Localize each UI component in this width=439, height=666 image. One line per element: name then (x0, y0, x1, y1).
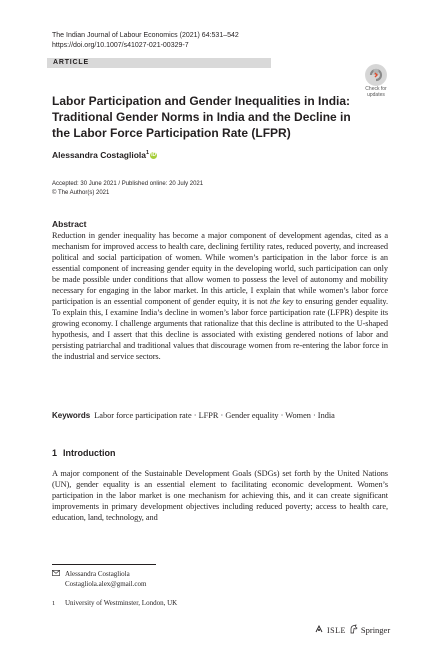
springer-horse-icon (349, 624, 358, 636)
abstract-emphasis: the key (269, 297, 294, 306)
article-title: Labor Participation and Gender Inequalities in India: Traditional Gender Norms in India and the Decline in the Labor Force Participation Rate (LFPR) (52, 94, 351, 140)
section-number: 1 (52, 448, 58, 458)
check-for-updates-icon (365, 64, 387, 86)
isle-label: ISLE (327, 625, 346, 635)
article-type-bar (47, 58, 271, 68)
author-line (52, 150, 157, 160)
copyright-line: © The Author(s) 2021 (52, 190, 110, 196)
journal-citation: The Indian Journal of Labour Economics (2021) 64:531–542 (52, 32, 239, 39)
section-heading (52, 448, 116, 458)
abstract-heading: Abstract (52, 219, 87, 229)
keywords-line (52, 410, 392, 421)
springer-label: Springer (360, 625, 391, 635)
journal-header (52, 31, 239, 51)
isle-logo-icon (314, 624, 324, 636)
affiliation-mark: 1 (52, 600, 56, 607)
check-for-updates-line2: updates (367, 92, 385, 98)
keywords-list: Labor force participation rate · LFPR · Gender equality · Women · India (94, 411, 335, 420)
publication-dates (52, 180, 203, 198)
contact-email[interactable]: Costagliola.alex@gmail.com (65, 579, 147, 588)
check-for-updates-line1: Check for (365, 86, 387, 92)
publisher-logos (314, 624, 390, 636)
accepted-published-dates: Accepted: 30 June 2021 / Published online: 20 July 2021 (52, 181, 204, 187)
affiliation-footnote (52, 599, 177, 609)
check-for-updates-badge[interactable] (362, 64, 390, 98)
contact-footnote (52, 570, 177, 589)
author-name[interactable]: Alessandra Costagliola (52, 150, 147, 160)
abstract-text (52, 230, 388, 362)
author-affiliation-mark: 1 (146, 150, 150, 157)
abstract-text-part1: Reduction in gender inequality has become a major component of development agendas, cited as a mechanism for improved access to health care, declining fertility rates, reduced poverty, and increased political and social participation of women. While women’s participation in the labor force is an essential component of increasing gender equity in the developing world, such participation can only be made possible under conditions that allow women to possess the level of autonomy and mobility necessary for engaging in the labor market. In this article, I explain that while women’s labor force participation is an essential component of gender equity, it is not (52, 231, 388, 306)
abstract-text-part2: to ensuring gender equality. To explain this, I examine India’s decline in women’s labor force participation rate (LFPR) despite its growing economy. I challenge arguments that rationalize that this decline is attributed to the U-shaped hypothesis, and I assert that this decline is associated with existing gendered notions of labor and persisting patriarchal and traditional values that discourage women from re-entering the labor force in the industrial and service sectors. (52, 297, 388, 361)
orcid-icon[interactable]: iD (151, 152, 157, 159)
footnotes (52, 570, 177, 609)
doi-link[interactable]: https://doi.org/10.1007/s41027-021-00329-7 (52, 42, 189, 49)
introduction-text: A major component of the Sustainable Development Goals (SDGs) set forth by the United Nations (UN), gender equality is an essential element to facilitating economic development. Women’s participation in the labor market is one mechanism for achieving this, and it can create significant improvements in primary development objectives including reduced poverty; access to health care, education, land, technology, and (52, 469, 388, 522)
article-type-label: ARTICLE (53, 59, 89, 66)
affiliation-text: University of Westminster, London, UK (65, 599, 178, 607)
section-title: Introduction (63, 448, 116, 458)
footnote-divider (52, 564, 156, 565)
envelope-icon (52, 570, 60, 580)
contact-name: Alessandra Costagliola (65, 570, 130, 578)
keywords-label: Keywords (52, 411, 91, 420)
